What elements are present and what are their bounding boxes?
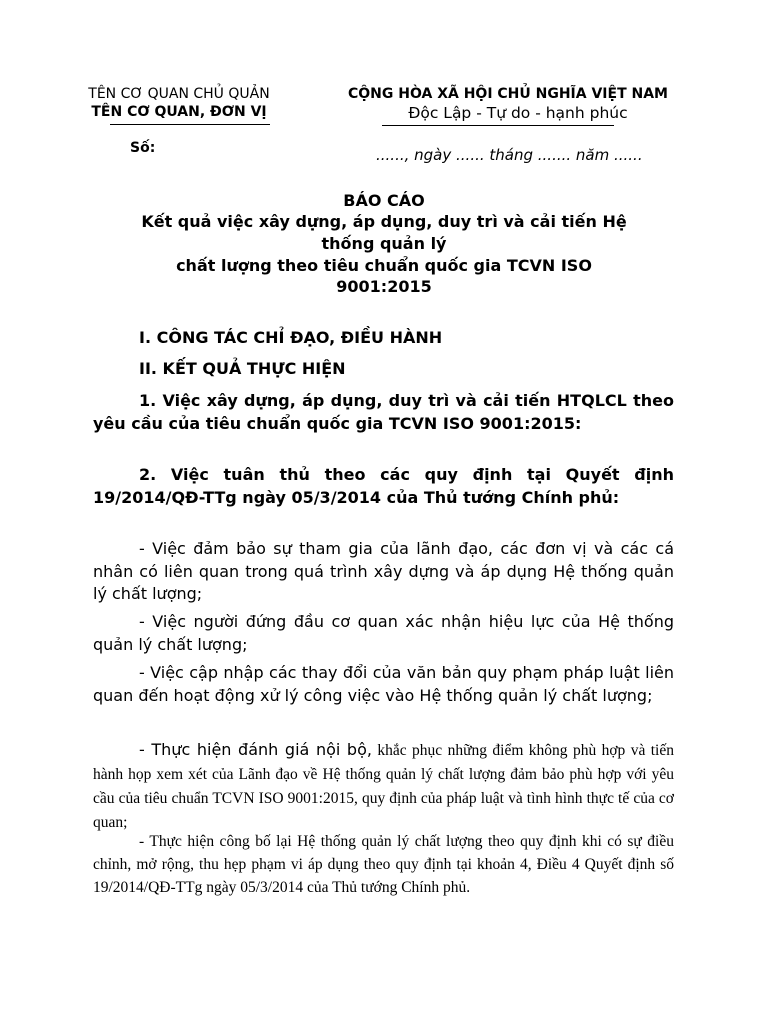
agency-name: TÊN CƠ QUAN, ĐƠN VỊ	[91, 104, 267, 120]
section-heading-2: II. KẾT QUẢ THỰC HIỆN	[139, 359, 346, 378]
bullet-internal-audit-rest: khắc phục những điểm không phù hợp và tiến hành họp xem xét của Lãnh đạo về Hệ thống quản lý chất lượng đảm bảo phù hợp với yêu cầu của tiêu chuẩn TCVN ISO 9001:2015, quy định của pháp luật và tình hình thực tế của cơ quan;	[93, 742, 674, 831]
bullet-leadership: - Việc đảm bảo sự tham gia của lãnh đạo, các đơn vị và các cá nhân có liên quan trong quá trình xây dựng và áp dụng Hệ thống quản lý chất lượng;	[93, 539, 674, 603]
item-2: 2. Việc tuân thủ theo các quy định tại Quyết định 19/2014/QĐ-TTg ngày 05/3/2014 của Thủ tướng Chính phủ:	[93, 465, 674, 507]
bullet-republication: - Thực hiện công bố lại Hệ thống quản lý chất lượng theo quy định khi có sự điều chỉnh, mở rộng, thu hẹp phạm vi áp dụng theo quy định tại khoản 4, Điều 4 Quyết định số 19/2014/QĐ-TTg ngày 05/3/2014 của Thủ tướng Chính phủ.	[93, 833, 674, 896]
date-line: ......, ngày ...... tháng ....... năm ......	[376, 146, 643, 164]
item-1: 1. Việc xây dựng, áp dụng, duy trì và cải tiến HTQLCL theo yêu cầu của tiêu chuẩn quốc gia TCVN ISO 9001:2015:	[93, 391, 674, 433]
nation-name: CỘNG HÒA XÃ HỘI CHỦ NGHĨA VIỆT NAM	[347, 86, 668, 102]
section-heading-1: I. CÔNG TÁC CHỈ ĐẠO, ĐIỀU HÀNH	[139, 328, 443, 347]
agency-parent: TÊN CƠ QUAN CHỦ QUẢN	[88, 86, 270, 102]
report-subtitle-line-2: thống quản lý	[321, 234, 447, 253]
motto-underline	[382, 125, 614, 126]
report-title: BÁO CÁO	[343, 191, 425, 210]
bullet-internal-audit	[93, 738, 674, 834]
bullet-head-confirmation: - Việc người đứng đầu cơ quan xác nhận hiệu lực của Hệ thống quản lý chất lượng;	[93, 612, 674, 654]
report-subtitle-line-3: chất lượng theo tiêu chuẩn quốc gia TCVN ISO	[176, 256, 592, 275]
report-subtitle-line-4: 9001:2015	[336, 277, 432, 296]
motto: Độc Lập - Tự do - hạnh phúc	[408, 104, 628, 122]
bullet-internal-audit-lead: - Thực hiện đánh giá nội bộ,	[139, 740, 372, 759]
report-subtitle-line-1: Kết quả việc xây dựng, áp dụng, duy trì và cải tiến Hệ	[141, 212, 627, 231]
agency-underline	[110, 124, 270, 125]
bullet-legal-updates: - Việc cập nhập các thay đổi của văn bản quy phạm pháp luật liên quan đến hoạt động xử lý công việc vào Hệ thống quản lý chất lượng;	[93, 663, 674, 705]
document-number-label: Số:	[130, 140, 156, 156]
